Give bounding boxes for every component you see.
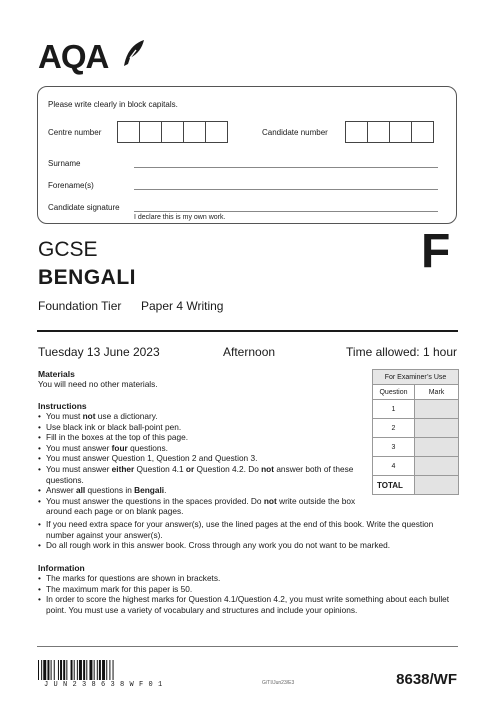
- total-mark-cell: [415, 476, 459, 495]
- information-item: • The maximum mark for this paper is 50.: [38, 584, 456, 595]
- instruction-item: • You must answer the questions in the spaces provided. Do not write outside the box around each page or on blank pages.: [38, 496, 368, 517]
- tier-label: Foundation Tier: [38, 299, 122, 313]
- materials-text: You will need no other materials.: [38, 379, 158, 389]
- time-allowed: Time allowed: 1 hour: [346, 345, 457, 359]
- instructions-list-wide: [38, 519, 456, 551]
- instruction-item: • You must answer either Question 4.1 or Question 4.2. Do not answer both of these questions.: [38, 464, 368, 485]
- candidate-details-box: [37, 86, 457, 224]
- block-capitals-instruction: Please write clearly in block capitals.: [48, 100, 178, 109]
- tier-letter: F: [421, 225, 451, 278]
- instruction-item: • Do all rough work in this answer book. Cross through any work you do not want to be marked.: [38, 540, 456, 551]
- mark-cell: [415, 438, 459, 457]
- mark-cell: [415, 419, 459, 438]
- question-number: 4: [373, 457, 415, 476]
- barcode: [38, 660, 190, 680]
- question-number: 2: [373, 419, 415, 438]
- exam-date: Tuesday 13 June 2023: [38, 345, 160, 359]
- surname-label: Surname: [48, 159, 81, 168]
- examiners-use-title: For Examiner’s Use: [373, 370, 459, 385]
- instructions-list: [38, 411, 368, 517]
- centre-number-boxes[interactable]: [118, 121, 228, 143]
- barcode-text: JUN238638WF01: [44, 681, 168, 689]
- instruction-item: • You must answer Question 1, Question 2 and Question 3.: [38, 453, 368, 464]
- instruction-item: • Fill in the boxes at the top of this page.: [38, 432, 368, 443]
- footer-divider: [37, 646, 458, 647]
- question-number: 1: [373, 400, 415, 419]
- information-heading: Information: [38, 563, 85, 573]
- job-reference: G/TI/Jun23/E3: [262, 680, 295, 686]
- paper-label: Paper 4 Writing: [141, 299, 224, 313]
- instruction-item: • Answer all questions in Bengali.: [38, 485, 368, 496]
- question-column-header: Question: [373, 385, 415, 400]
- exam-session: Afternoon: [223, 345, 276, 359]
- declaration-text: I declare this is my own work.: [134, 214, 226, 221]
- instruction-item: • If you need extra space for your answer(s), use the lined pages at the end of this book. Write the question number against your answer(s).: [38, 519, 456, 540]
- information-list: [38, 573, 456, 615]
- signature-field[interactable]: [134, 211, 438, 212]
- materials-heading: Materials: [38, 369, 75, 379]
- information-item: • The marks for questions are shown in brackets.: [38, 573, 456, 584]
- title-divider: [37, 330, 458, 332]
- information-item: • In order to score the highest marks for Question 4.1/Question 4.2, you must write something about each bullet point. You must use a variety of vocabulary and structures and include your opinions.: [38, 594, 456, 615]
- mark-cell: [415, 400, 459, 419]
- candidate-number-label: Candidate number: [262, 128, 328, 137]
- signature-label: Candidate signature: [48, 203, 120, 212]
- candidate-number-boxes[interactable]: [346, 121, 434, 143]
- qualification-title: GCSE: [38, 238, 98, 261]
- leaf-logo-icon: [120, 38, 146, 68]
- aqa-logo: AQA: [38, 38, 109, 75]
- examiners-use-table: [372, 369, 459, 495]
- question-number: 3: [373, 438, 415, 457]
- paper-code: 8638/WF: [396, 671, 457, 688]
- instruction-item: • You must answer four questions.: [38, 443, 368, 454]
- centre-number-label: Centre number: [48, 128, 102, 137]
- total-label: TOTAL: [373, 476, 415, 495]
- forenames-field[interactable]: [134, 189, 438, 190]
- instruction-item: • You must not use a dictionary.: [38, 411, 368, 422]
- mark-column-header: Mark: [415, 385, 459, 400]
- surname-field[interactable]: [134, 167, 438, 168]
- subject-title: BENGALI: [38, 266, 136, 289]
- forenames-label: Forename(s): [48, 181, 94, 190]
- mark-cell: [415, 457, 459, 476]
- instructions-heading: Instructions: [38, 401, 87, 411]
- instruction-item: • Use black ink or black ball-point pen.: [38, 422, 368, 433]
